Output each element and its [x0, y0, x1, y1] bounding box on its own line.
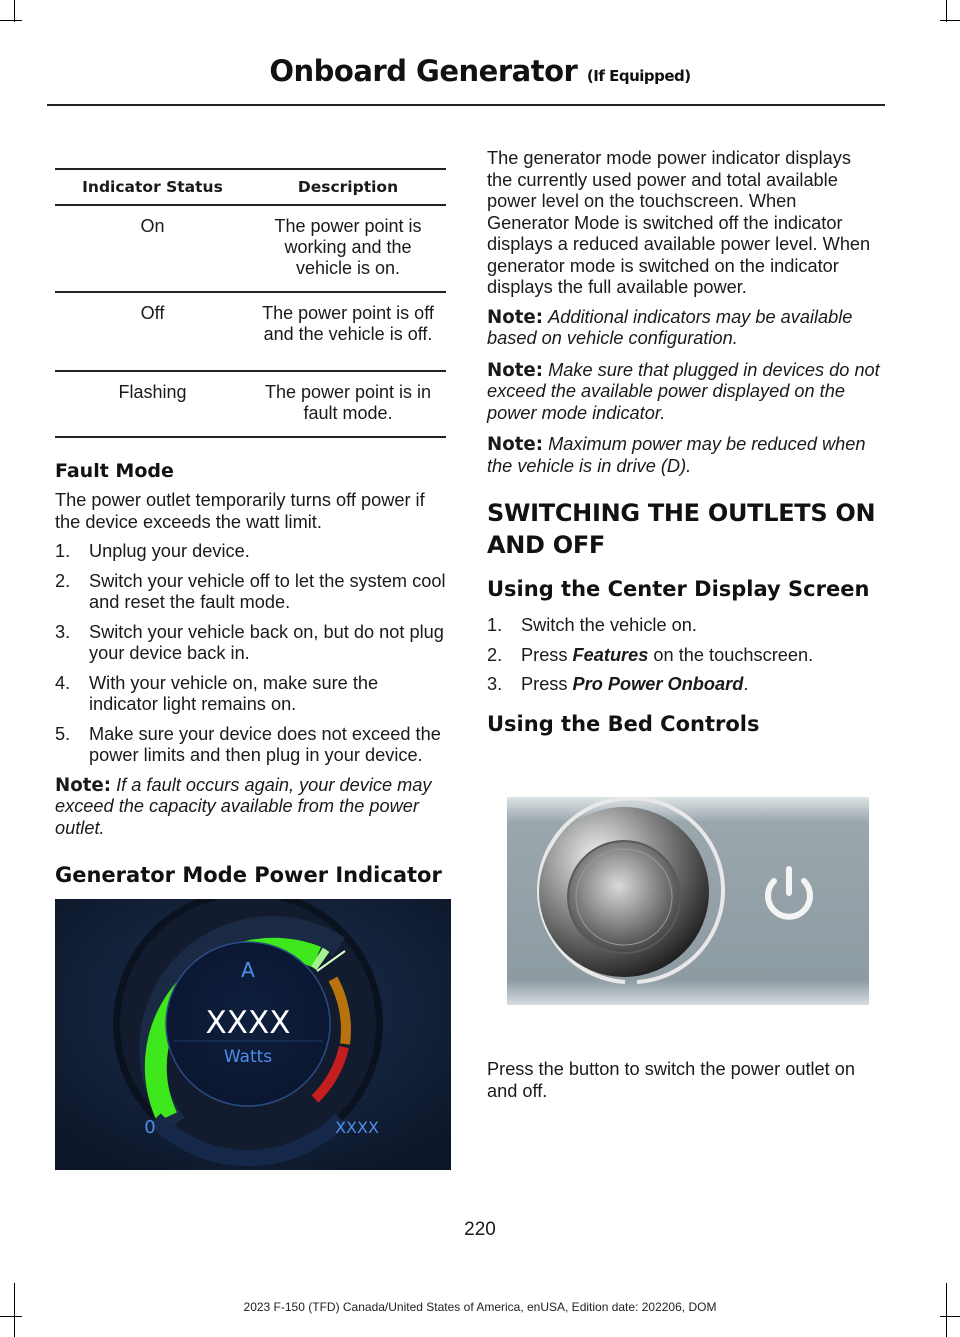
note-text: Maximum power may be reduced when the vehicle is in drive (D).: [487, 434, 866, 476]
step-number: 3.: [487, 674, 503, 694]
crop-mark: [0, 20, 22, 21]
note-label: Note:: [487, 306, 544, 328]
left-column: [55, 168, 447, 887]
crop-mark: [0, 1316, 22, 1317]
bed-control-graphic: [507, 797, 869, 1005]
indicator-description: The generator mode power indicator displays the currently used power and total available power level on the touchscreen. When Generator Mode is switched off the indicator displays a reduced available power level. When generator mode is switched on the indicator displays the full available power.: [487, 148, 871, 297]
page-number: 220: [464, 1219, 496, 1240]
bed-controls-figure: [507, 797, 869, 1005]
gauge-section-heading: Generator Mode Power Indicator: [55, 863, 442, 887]
crop-mark: [940, 20, 960, 21]
list-item: [487, 674, 881, 696]
fault-mode-intro: The power outlet temporarily turns off power if the device exceeds the watt limit.: [55, 490, 425, 532]
page-title: [0, 54, 960, 88]
step-text: Make sure your device does not exceed the power limits and then plug in your device.: [89, 723, 441, 765]
power-gauge-graphic: [55, 899, 451, 1170]
step-text: Switch your vehicle back on, but do not plug your device back in.: [89, 621, 444, 663]
fault-mode-note: [55, 775, 447, 840]
gauge-unit: Watts: [223, 1047, 273, 1067]
list-item: [55, 541, 447, 563]
indicator-status-table: [55, 168, 446, 438]
list-item: [487, 615, 881, 637]
table-cell-status: Off: [55, 292, 250, 371]
note: [487, 434, 881, 477]
section-heading-line: SWITCHING THE OUTLETS ON: [487, 499, 876, 527]
step-number: 1.: [487, 615, 503, 635]
note: [487, 360, 881, 425]
step-emphasis: Pro Power Onboard: [572, 674, 744, 694]
list-item: [55, 724, 447, 767]
table-header-description: Description: [250, 169, 446, 205]
step-number: 2.: [487, 644, 503, 665]
note-text: Make sure that plugged in devices do not exceed the available power displayed on the power mode indicator.: [487, 359, 880, 423]
crop-mark: [14, 0, 15, 22]
step-text: on the touchscreen.: [648, 644, 814, 665]
step-text: Switch the vehicle on.: [521, 615, 697, 635]
table-cell-status: Flashing: [55, 371, 250, 437]
list-item: [55, 673, 447, 716]
fault-mode-steps: [55, 541, 447, 767]
note-label: Note:: [487, 359, 544, 381]
table-cell-description: The power point is in fault mode.: [250, 371, 446, 437]
note-text: If a fault occurs again, your device may exceed the capacity available from the power outlet.: [55, 774, 432, 838]
page-title-text: Onboard Generator: [269, 54, 578, 88]
step-number: 4.: [55, 672, 71, 693]
list-item: [487, 645, 881, 667]
center-display-steps: [487, 615, 881, 696]
note-label: Note:: [487, 434, 544, 455]
gauge-min-label: 0: [144, 1117, 156, 1138]
step-text: Press: [521, 674, 573, 694]
bed-controls-caption: Press the button to switch the power outlet on and off.: [487, 1059, 856, 1101]
step-text: Unplug your device.: [89, 541, 250, 561]
table-cell-description: The power point is off and the vehicle is off.: [250, 292, 446, 371]
step-number: 5.: [55, 723, 71, 744]
list-item: [55, 622, 447, 665]
table-header-status: Indicator Status: [55, 169, 250, 205]
gauge-mode-letter: A: [241, 958, 255, 982]
note: [487, 307, 881, 350]
fault-mode-heading: Fault Mode: [55, 460, 174, 482]
table-row: [55, 371, 446, 437]
crop-mark: [946, 0, 947, 22]
header-divider: [47, 104, 885, 106]
step-text: Switch your vehicle off to let the system cool and reset the fault mode.: [89, 570, 446, 612]
gauge-value: XXXX: [205, 1005, 291, 1041]
step-number: 1.: [55, 541, 71, 561]
table-header-row: [55, 169, 446, 205]
list-item: [55, 571, 447, 614]
table-cell-status: On: [55, 205, 250, 292]
power-indicator-figure: [55, 899, 451, 1170]
step-number: 2.: [55, 570, 71, 591]
step-emphasis: Features: [572, 644, 649, 665]
note-label: Note:: [55, 774, 112, 796]
step-number: 3.: [55, 621, 71, 642]
gauge-max-label: XXXX: [335, 1118, 379, 1137]
center-display-heading: Using the Center Display Screen: [487, 577, 870, 601]
crop-mark: [940, 1316, 960, 1317]
step-text: With your vehicle on, make sure the indicator light remains on.: [89, 672, 379, 714]
table-cell-description: The power point is working and the vehicle is on.: [250, 205, 446, 292]
right-column: [487, 148, 881, 736]
step-text: .: [743, 674, 749, 694]
note-text: Additional indicators may be available based on vehicle configuration.: [487, 306, 853, 348]
page-title-qualifier: (If Equipped): [586, 67, 691, 85]
section-heading-line: AND OFF: [487, 531, 606, 559]
bed-controls-heading: Using the Bed Controls: [487, 711, 760, 736]
table-row: [55, 205, 446, 292]
edition-footer: 2023 F-150 (TFD) Canada/United States of America, enUSA, Edition date: 202206, DOM: [243, 1300, 717, 1314]
section-heading: [487, 497, 881, 561]
step-text: Press: [521, 644, 573, 665]
table-row: [55, 292, 446, 371]
